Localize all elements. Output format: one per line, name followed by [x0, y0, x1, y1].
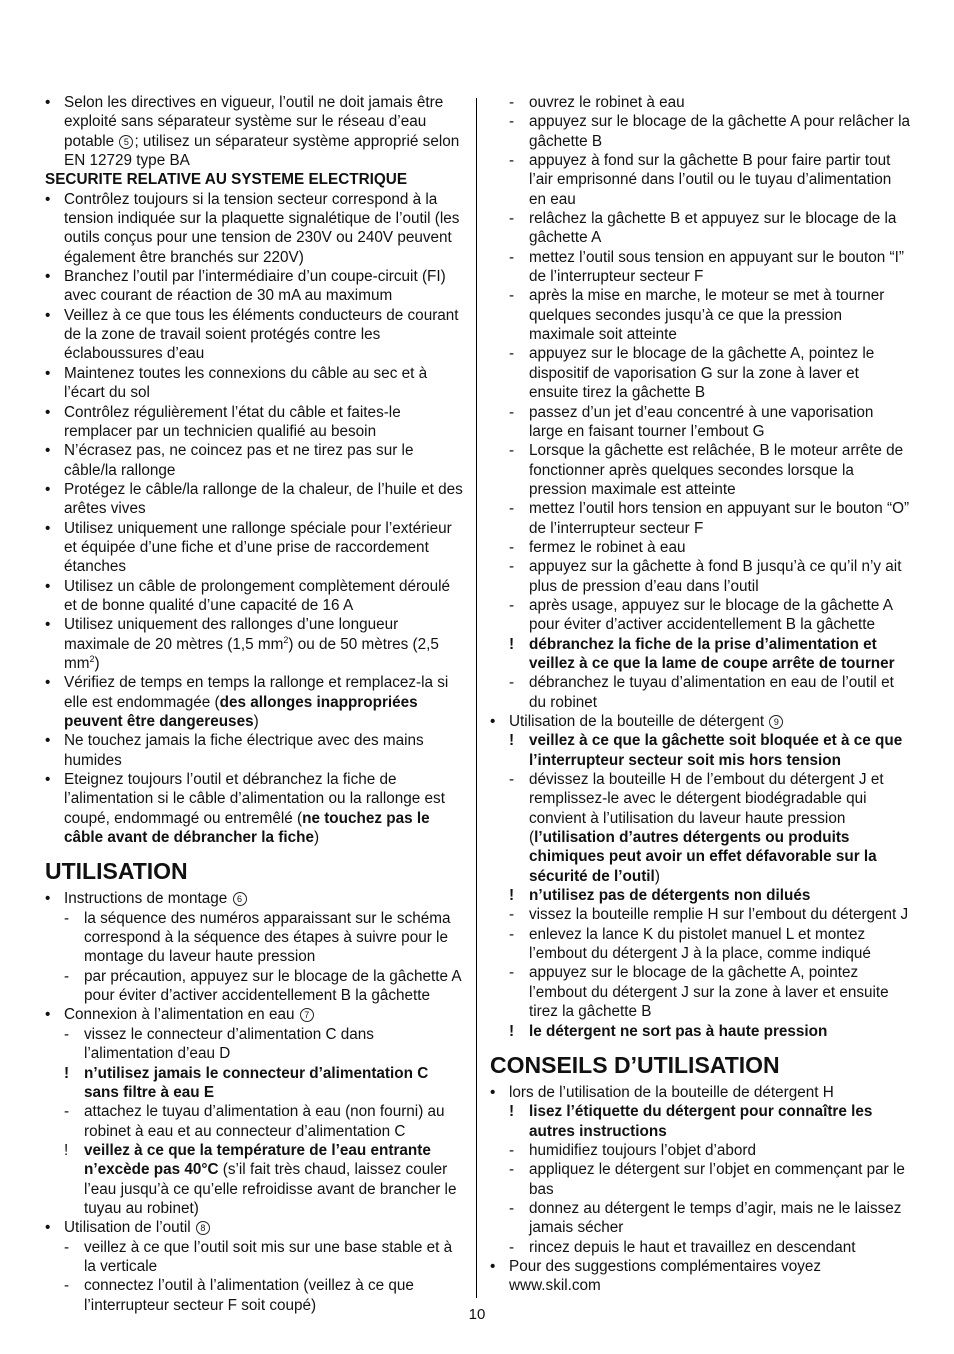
dash-item — [490, 1160, 910, 1199]
text-run: après la mise en marche, le moteur se met à tourner quelques secondes jusqu’à ce que la pression maximale soit atteinte — [529, 287, 885, 344]
bullet-marker: • — [45, 268, 51, 286]
item-text — [84, 1025, 465, 1064]
item-text — [84, 1102, 465, 1141]
text-run: Veillez à ce que tous les éléments conducteurs de courant de la zone de travail soient protégés contre les éclaboussures d’eau — [64, 306, 459, 363]
item-text — [64, 403, 465, 442]
item-text — [529, 673, 910, 712]
item-text — [529, 151, 910, 209]
warning-item — [490, 1022, 910, 1041]
bullet-item — [45, 306, 465, 364]
dash-item — [490, 209, 910, 248]
item-text — [529, 538, 910, 557]
left-column — [45, 93, 465, 1315]
text-run: passez d’un jet d’eau concentré à une vaporisation large en faisant tourner l’embout G — [529, 403, 874, 440]
bullet-marker: • — [45, 771, 51, 789]
item-text — [529, 1102, 910, 1141]
item-text — [529, 403, 910, 442]
dash-item — [490, 112, 910, 151]
item-text — [529, 112, 910, 151]
item-text — [529, 963, 910, 1021]
item-text — [84, 1064, 465, 1103]
item-text — [529, 441, 910, 499]
item-text — [529, 1199, 910, 1238]
item-text — [64, 480, 465, 519]
dash-marker: - — [509, 403, 515, 421]
text-run: débranchez le tuyau d’alimentation en eau de l’outil et du robinet — [529, 674, 894, 711]
dash-item — [490, 1199, 910, 1238]
dash-marker: - — [509, 113, 515, 131]
text-run: ) — [94, 654, 100, 672]
bullet-item — [45, 673, 465, 731]
text-run: Eteignez toujours l’outil et débranchez la fiche de l’alimentation si le câble d’alimentation ou la rallonge est coupé, endommagé ou entremêlé ( — [64, 771, 445, 827]
text-run: rincez depuis le haut et travaillez en descendant — [529, 1238, 856, 1256]
text-run: ; utilisez un séparateur système approprié selon EN 12729 type BA — [64, 132, 460, 170]
dash-marker: - — [509, 1199, 515, 1217]
item-text — [64, 889, 465, 908]
item-text — [529, 925, 910, 964]
warning-marker: ! — [509, 732, 515, 750]
warning-marker: ! — [509, 635, 515, 653]
dash-item — [490, 93, 910, 112]
bullet-item — [45, 889, 465, 908]
dash-marker: - — [509, 94, 515, 111]
text-run: après usage, appuyez sur le blocage de la gâchette A pour éviter d’activer accidentellement B la gâchette — [529, 596, 893, 634]
item-text — [64, 1005, 465, 1024]
bullet-marker: • — [45, 577, 51, 595]
dash-marker: - — [509, 906, 515, 924]
text-run: connectez l’outil à l’alimentation (veillez à ce que l’interrupteur secteur F soit coupé) — [84, 1277, 414, 1314]
dash-marker: - — [509, 964, 515, 982]
warning-marker: ! — [509, 1103, 515, 1121]
item-text — [64, 267, 465, 306]
text-run: Selon les directives en vigueur, l’outil ne doit jamais être exploité sans séparateur système sur le réseau d’eau potable — [64, 94, 444, 150]
figure-ref-number: 9 — [769, 715, 783, 729]
item-text — [529, 596, 910, 635]
section-heading: CONSEILS D’UTILISATION — [490, 1051, 780, 1078]
item-text — [529, 1022, 910, 1041]
text-run: par précaution, appuyez sur le blocage de la gâchette A pour éviter d’activer accidentellement B la gâchette — [84, 967, 461, 1005]
bullet-item — [45, 364, 465, 403]
text-run: appuyez sur la gâchette à fond B jusqu’à ce qu’il n’y ait plus de pression d’eau dans l’outil — [529, 558, 902, 595]
dash-item — [490, 673, 910, 712]
bold-text: n’utilisez pas de détergents non dilués — [529, 887, 811, 905]
item-text — [529, 286, 910, 344]
item-text — [64, 441, 465, 480]
dash-marker: - — [509, 1141, 515, 1159]
bullet-item — [45, 615, 465, 673]
bullet-item — [45, 770, 465, 847]
dash-marker: - — [509, 538, 515, 556]
figure-ref-number: 7 — [300, 1008, 314, 1022]
bold-text: débranchez la fiche de la prise d’alimentation et veillez à ce que la lame de coupe arrête de tourner — [529, 635, 895, 672]
item-text — [509, 712, 910, 731]
text-run: ouvrez le robinet à eau — [529, 94, 685, 111]
dash-marker: - — [509, 771, 515, 789]
dash-item — [490, 538, 910, 557]
warning-item — [490, 886, 910, 905]
bullet-marker: • — [45, 890, 51, 908]
dash-item — [45, 909, 465, 967]
dash-marker: - — [509, 674, 515, 692]
dash-marker: - — [509, 248, 515, 266]
bullet-marker: • — [45, 1006, 51, 1024]
dash-marker: - — [64, 967, 70, 985]
dash-item — [490, 286, 910, 344]
warning-item — [45, 1064, 465, 1103]
bullet-item — [45, 1005, 465, 1024]
bold-text: ne touchez pas le câble avant de débrancher la fiche — [64, 809, 430, 847]
text-run: Connexion à l’alimentation en eau — [64, 1006, 299, 1024]
dash-marker: - — [509, 1238, 515, 1256]
dash-item — [45, 1238, 465, 1277]
dash-marker: - — [509, 558, 515, 576]
bullet-item — [490, 1083, 910, 1102]
bold-text: le détergent ne sort pas à haute pression — [529, 1022, 828, 1040]
section-heading: UTILISATION — [45, 858, 188, 885]
right-column — [490, 93, 910, 1296]
bullet-marker: • — [45, 306, 51, 324]
item-text — [529, 1141, 910, 1160]
text-run: vissez la bouteille remplie H sur l’embout du détergent J — [529, 906, 909, 924]
item-text — [529, 731, 910, 770]
item-text — [64, 731, 465, 770]
dash-marker: - — [509, 500, 515, 518]
bullet-marker: • — [45, 94, 51, 111]
warning-marker: ! — [64, 1064, 70, 1082]
text-run: attachez le tuyau d’alimentation à eau (non fourni) au robinet à eau et au connecteur d’alimentation C — [84, 1103, 445, 1140]
dash-marker: - — [509, 596, 515, 614]
bullet-item — [45, 731, 465, 770]
superscript: 2 — [283, 634, 289, 645]
text-run: Protégez le câble/la rallonge de la chaleur, de l’huile et des arêtes vives — [64, 480, 463, 518]
text-run: humidifiez toujours l’objet d’abord — [529, 1141, 757, 1159]
superscript: 2 — [89, 653, 95, 664]
bold-text: veillez à ce que la température de l’eau entrante n’excède pas 40°C — [84, 1141, 431, 1179]
bullet-item — [45, 577, 465, 616]
dash-marker: - — [509, 925, 515, 943]
figure-ref-number: 6 — [233, 892, 247, 906]
text-run: ) — [313, 829, 320, 847]
text-run: Ne touchez jamais la fiche électrique avec des mains humides — [64, 732, 424, 769]
item-text — [529, 209, 910, 248]
item-text — [84, 1238, 465, 1277]
bullet-marker: • — [490, 1257, 496, 1275]
bullet-marker: • — [45, 480, 51, 498]
text-run: Utilisez uniquement une rallonge spéciale pour l’extérieur et équipée d’une fiche et d’une prise de raccordement étanches — [64, 519, 452, 576]
bullet-item — [45, 403, 465, 442]
dash-item — [490, 770, 910, 886]
text-run: enlevez la lance K du pistolet manuel L et montez l’embout du détergent J à la place, comme indiqué — [529, 925, 871, 963]
dash-item — [490, 925, 910, 964]
dash-item — [490, 557, 910, 596]
item-text — [529, 886, 910, 905]
bold-text: l’utilisation d’autres détergents ou produits chimiques peut avoir un effet défavorable sur la sécurité de l’outil — [529, 829, 877, 885]
figure-ref-number: 5 — [119, 135, 133, 149]
warning-item — [490, 731, 910, 770]
dash-marker: - — [64, 1103, 70, 1121]
item-text — [84, 1141, 465, 1218]
bullet-marker: • — [45, 519, 51, 537]
item-text — [64, 770, 465, 847]
bullet-marker: • — [45, 442, 51, 460]
bullet-item — [45, 519, 465, 577]
dash-item — [490, 344, 910, 402]
text-run: Contrôlez toujours si la tension secteur correspond à la tension indiquée sur la plaquette signalétique de l’outil (les outils conçus pour une tension de 230V ou 240V peuvent également être branchés sur 220V) — [64, 190, 460, 266]
text-run: Vérifiez de temps en temps la rallonge et remplacez-la si elle est endommagée ( — [64, 674, 449, 711]
dash-item — [45, 1102, 465, 1141]
dash-item — [490, 403, 910, 442]
column-divider — [476, 98, 477, 1298]
text-run: donnez au détergent le temps d’agir, mais ne le laissez jamais sécher — [529, 1199, 902, 1237]
warning-marker: ! — [509, 1022, 515, 1040]
item-text — [529, 770, 910, 886]
dash-item — [490, 1238, 910, 1257]
dash-item — [490, 248, 910, 287]
dash-item — [490, 441, 910, 499]
item-text — [64, 519, 465, 577]
text-run: ) — [654, 867, 660, 885]
bullet-item — [45, 267, 465, 306]
text-run: appliquez le détergent sur l’objet en commençant par le bas — [529, 1161, 905, 1198]
dash-marker: - — [509, 210, 515, 228]
item-text — [64, 364, 465, 403]
bullet-item — [45, 190, 465, 267]
item-text — [529, 344, 910, 402]
text-run: relâchez la gâchette B et appuyez sur le blocage de la gâchette A — [529, 210, 897, 247]
dash-item — [490, 963, 910, 1021]
text-run: fermez le robinet à eau — [529, 538, 686, 556]
text-run: ) — [253, 713, 259, 730]
item-text — [509, 1257, 910, 1296]
dash-marker: - — [509, 442, 515, 460]
item-text — [64, 615, 465, 673]
item-text — [529, 93, 910, 112]
text-run: appuyez sur le blocage de la gâchette A, pointez l’embout du détergent J sur la zone à laver et ensuite tirez la gâchette B — [529, 964, 889, 1021]
dash-marker: - — [509, 152, 515, 170]
item-text — [64, 1218, 465, 1237]
text-run: ) ou de 50 mètres (2,5 mm — [64, 635, 439, 672]
bullet-item — [45, 1218, 465, 1237]
text-run: dévissez la bouteille H de l’embout du détergent J et remplissez-le avec le détergent biodégradable qui convient à l’utilisation du laveur haute pression ( — [529, 771, 884, 847]
text-run: Maintenez toutes les connexions du câble au sec et à l’écart du sol — [64, 364, 428, 402]
bullet-marker: • — [45, 674, 51, 692]
item-text — [64, 577, 465, 616]
text-run: appuyez sur le blocage de la gâchette A pour relâcher la gâchette B — [529, 113, 910, 150]
bullet-marker: • — [45, 616, 51, 634]
dash-marker: - — [509, 287, 515, 305]
figure-ref-number: 8 — [196, 1221, 210, 1235]
dash-marker: - — [64, 1277, 70, 1295]
dash-marker: - — [64, 1025, 70, 1043]
item-text — [529, 1160, 910, 1199]
warning-marker: ! — [64, 1141, 69, 1159]
text-run: appuyez sur le blocage de la gâchette A, pointez le dispositif de vaporisation G sur la zone à laver et ensuite tirez la gâchette B — [529, 345, 875, 402]
item-text — [64, 673, 465, 731]
dash-item — [490, 151, 910, 209]
bold-text: des allonges inappropriées peuvent être dangereuses — [64, 693, 418, 730]
text-run: mettez l’outil hors tension en appuyant sur le bouton “O” de l’interrupteur secteur F — [529, 500, 910, 537]
text-run: Utilisez un câble de prolongement complètement déroulé et de bonne qualité d’une capacité de 16 A — [64, 577, 451, 614]
item-text — [529, 557, 910, 596]
dash-item — [490, 905, 910, 924]
item-text — [64, 190, 465, 267]
text-run: Instructions de montage — [64, 890, 232, 908]
item-text — [64, 93, 465, 170]
item-text — [529, 499, 910, 538]
text-run: Contrôlez régulièrement l’état du câble et faites-le remplacer par un technicien qualifié au besoin — [64, 403, 401, 440]
text-run: Lorsque la gâchette est relâchée, B le moteur arrête de fonctionner après quelques secondes lorsque la pression maximale est atteinte — [529, 442, 904, 498]
item-text — [84, 967, 465, 1006]
bullet-item — [45, 441, 465, 480]
text-run: veillez à ce que l’outil soit mis sur une base stable et à la verticale — [84, 1238, 453, 1275]
dash-item — [45, 967, 465, 1006]
text-run: Utilisation de l’outil — [64, 1219, 195, 1237]
bullet-marker: • — [45, 403, 51, 421]
item-text — [529, 635, 910, 674]
dash-item — [490, 1141, 910, 1160]
page-number: 10 — [468, 1306, 486, 1323]
dash-marker: - — [64, 909, 70, 927]
text-run: appuyez à fond sur la gâchette B pour faire partir tout l’air emprisonné dans l’outil ou le tuyau d’alimentation en eau — [529, 152, 892, 208]
warning-item — [490, 1102, 910, 1141]
bullet-item — [45, 93, 465, 170]
warning-item — [45, 1141, 465, 1218]
item-text — [509, 1083, 910, 1102]
text-run: (s’il fait très chaud, laissez couler l’eau jusqu’à ce qu’elle refroidisse avant de brancher le tuyau au robinet) — [84, 1161, 457, 1217]
text-run: Utilisez uniquement des rallonges d’une longueur maximale de 20 mètres (1,5 mm — [64, 616, 399, 653]
bullet-item — [45, 480, 465, 519]
text-run: vissez le connecteur d’alimentation C dans l’alimentation d’eau D — [84, 1025, 374, 1063]
text-run: mettez l’outil sous tension en appuyant sur le bouton “I” de l’interrupteur secteur F — [529, 248, 904, 286]
text-run: Utilisation de la bouteille de détergent — [509, 713, 769, 730]
text-run: Branchez l’outil par l’intermédiaire d’un coupe-circuit (FI) avec courant de réaction de 30 mA au maximum — [64, 268, 446, 305]
dash-item — [45, 1025, 465, 1064]
bold-text: lisez l’étiquette du détergent pour connaître les autres instructions — [529, 1103, 873, 1140]
text-run: lors de l’utilisation de la bouteille de détergent H — [509, 1083, 834, 1101]
warning-marker: ! — [509, 887, 515, 905]
item-text — [529, 1238, 910, 1257]
item-text — [84, 909, 465, 967]
bullet-marker: • — [490, 1083, 496, 1101]
subheading: SECURITE RELATIVE AU SYSTEME ELECTRIQUE — [45, 171, 408, 189]
item-text — [529, 905, 910, 924]
text-run: Pour des suggestions complémentaires voyez www.skil.com — [509, 1257, 822, 1295]
dash-item — [490, 499, 910, 538]
text-run: N’écrasez pas, ne coincez pas et ne tirez pas sur le câble/la rallonge — [64, 442, 414, 479]
item-text — [529, 248, 910, 287]
item-text — [64, 306, 465, 364]
dash-marker: - — [509, 345, 515, 363]
bullet-marker: • — [45, 190, 51, 208]
bullet-marker: • — [45, 732, 51, 750]
bullet-marker: • — [45, 1219, 51, 1237]
bullet-marker: • — [490, 713, 496, 730]
dash-marker: - — [509, 1161, 515, 1179]
dash-item — [490, 596, 910, 635]
bullet-item — [490, 712, 910, 731]
text-run: la séquence des numéros apparaissant sur le schéma correspond à la séquence des étapes à suivre pour le montage du laveur haute pression — [84, 909, 451, 966]
warning-item — [490, 635, 910, 674]
bullet-marker: • — [45, 364, 51, 382]
dash-marker: - — [64, 1238, 70, 1256]
bold-text: n’utilisez jamais le connecteur d’alimentation C sans filtre à eau E — [84, 1064, 429, 1101]
bold-text: veillez à ce que la gâchette soit bloquée et à ce que l’interrupteur secteur soit mis hors tension — [529, 732, 903, 769]
bullet-item — [490, 1257, 910, 1296]
